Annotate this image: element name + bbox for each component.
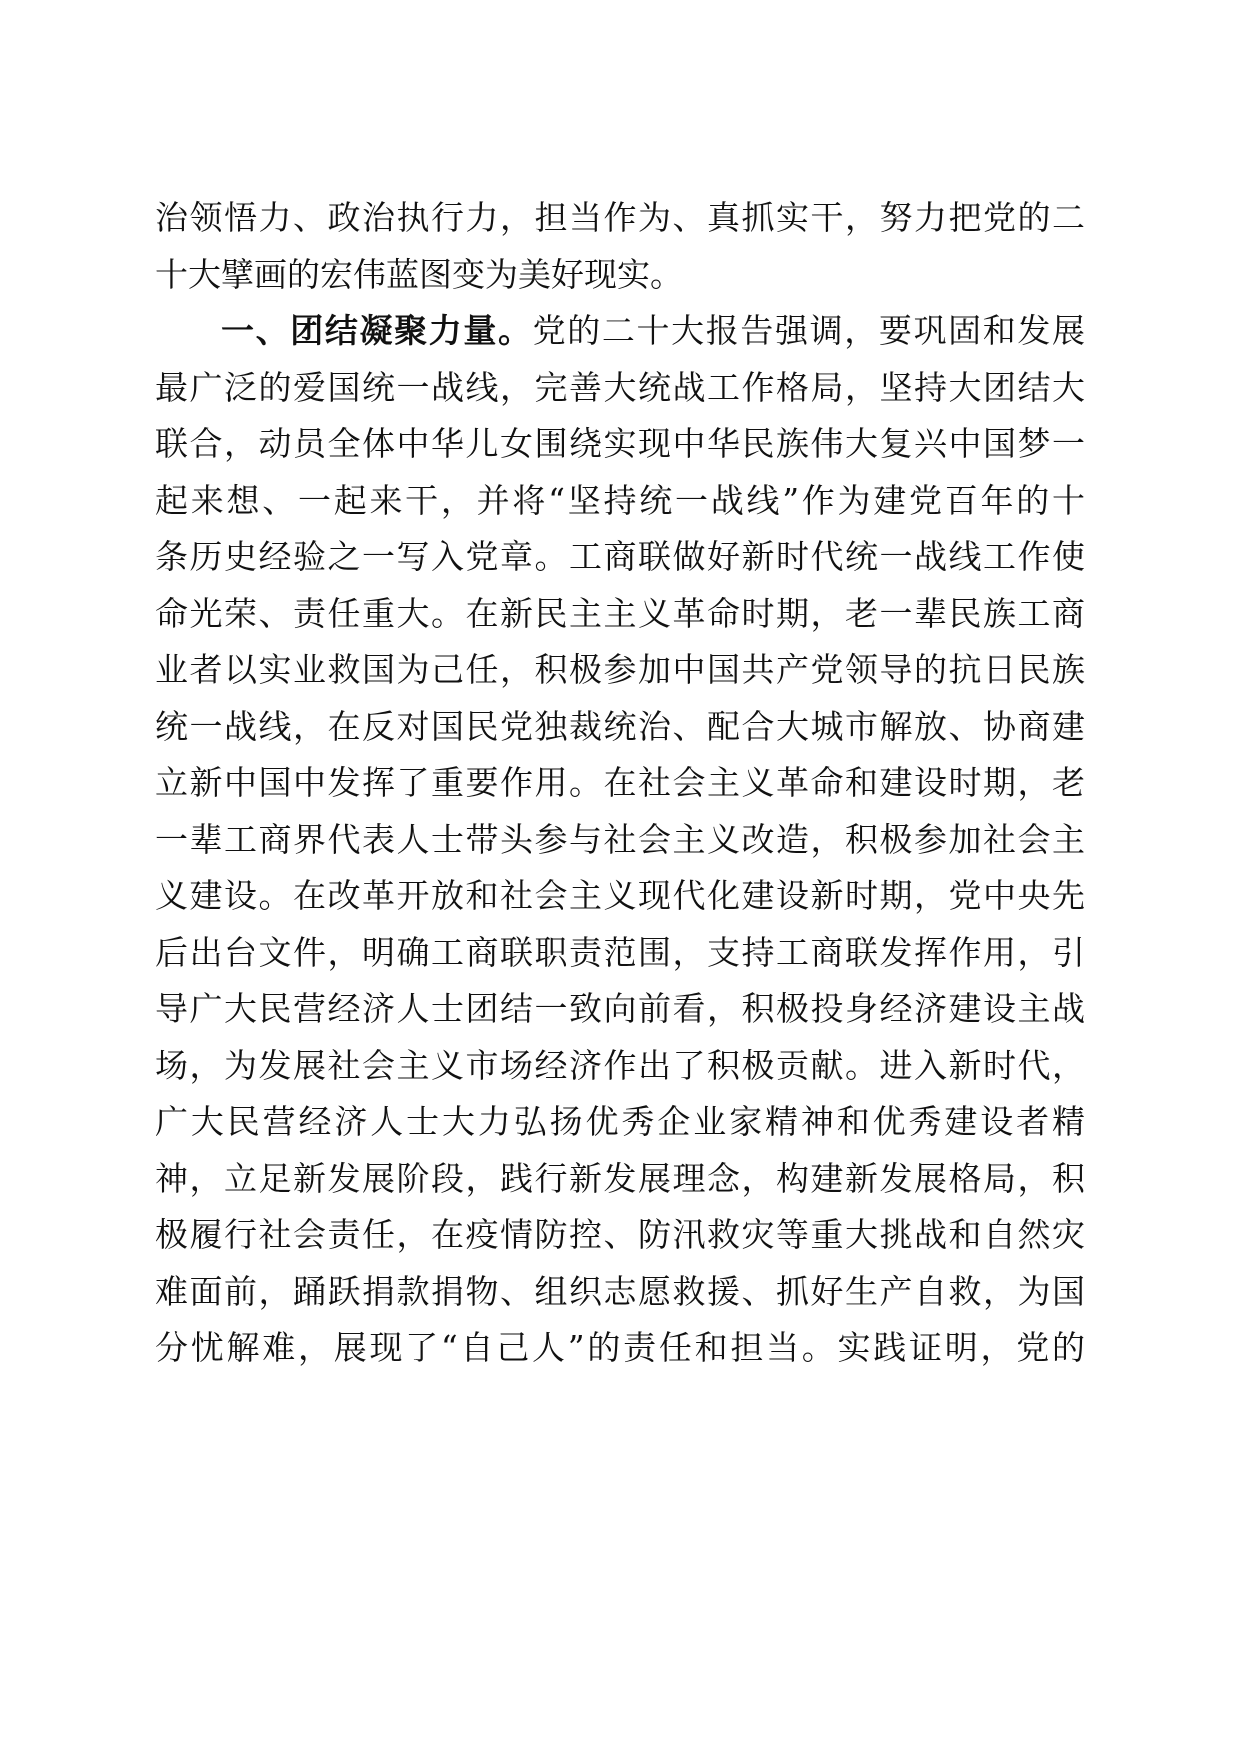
section-heading: 一、团结凝聚力量。	[221, 311, 533, 350]
text-line: 业者以实业救国为己任，积极参加中国共产党领导的抗日民族	[155, 650, 1085, 689]
text-line: 义建设。在改革开放和社会主义现代化建设新时期，党中央先	[155, 876, 1085, 915]
text-line: 神，立足新发展阶段，践行新发展理念，构建新发展格局，积	[155, 1158, 1085, 1198]
section-one-first-line	[155, 303, 1085, 360]
text-line: 广大民营经济人士大力弘扬优秀企业家精神和优秀建设者精	[155, 1102, 1085, 1141]
text-line: 后出台文件，明确工商联职责范围，支持工商联发挥作用，引	[155, 932, 1085, 972]
body-text	[155, 190, 1085, 1377]
text-line: 一辈工商界代表人士带头参与社会主义改造，积极参加社会主	[155, 819, 1085, 859]
text-line: 导广大民营经济人士团结一致向前看，积极投身经济建设主战	[155, 989, 1085, 1028]
text-line: 命光荣、责任重大。在新民主主义革命时期，老一辈民族工商	[155, 593, 1085, 633]
text-line: 分忧解难，展现了“自己人”的责任和担当。实践证明，党的	[155, 1328, 1085, 1367]
text-line: 难面前，踊跃捐款捐物、组织志愿救援、抓好生产自救，为国	[155, 1271, 1085, 1311]
text-line: 立新中国中发挥了重要作用。在社会主义革命和建设时期，老	[155, 763, 1085, 802]
text-line: 十大擘画的宏伟蓝图变为美好现实。	[155, 254, 683, 294]
text-line: 统一战线，在反对国民党独裁统治、配合大城市解放、协商建	[155, 706, 1085, 746]
text-line: 条历史经验之一写入党章。工商联做好新时代统一战线工作使	[155, 537, 1085, 576]
text-line: 最广泛的爱国统一战线，完善大统战工作格局，坚持大团结大	[155, 367, 1085, 407]
text-line: 治领悟力、政治执行力，担当作为、真抓实干，努力把党的二	[155, 198, 1085, 237]
text-line: 极履行社会责任，在疫情防控、防汛救灾等重大挑战和自然灾	[155, 1215, 1085, 1254]
text-line: 场，为发展社会主义市场经济作出了积极贡献。进入新时代，	[155, 1045, 1085, 1085]
text-fragment: 党的二十大报告强调，要巩固和发展	[532, 311, 1085, 350]
text-line: 联合，动员全体中华儿女围绕实现中华民族伟大复兴中国梦一	[155, 424, 1085, 463]
text-line: 起来想、一起来干，并将“坚持统一战线”作为建党百年的十	[155, 480, 1085, 520]
